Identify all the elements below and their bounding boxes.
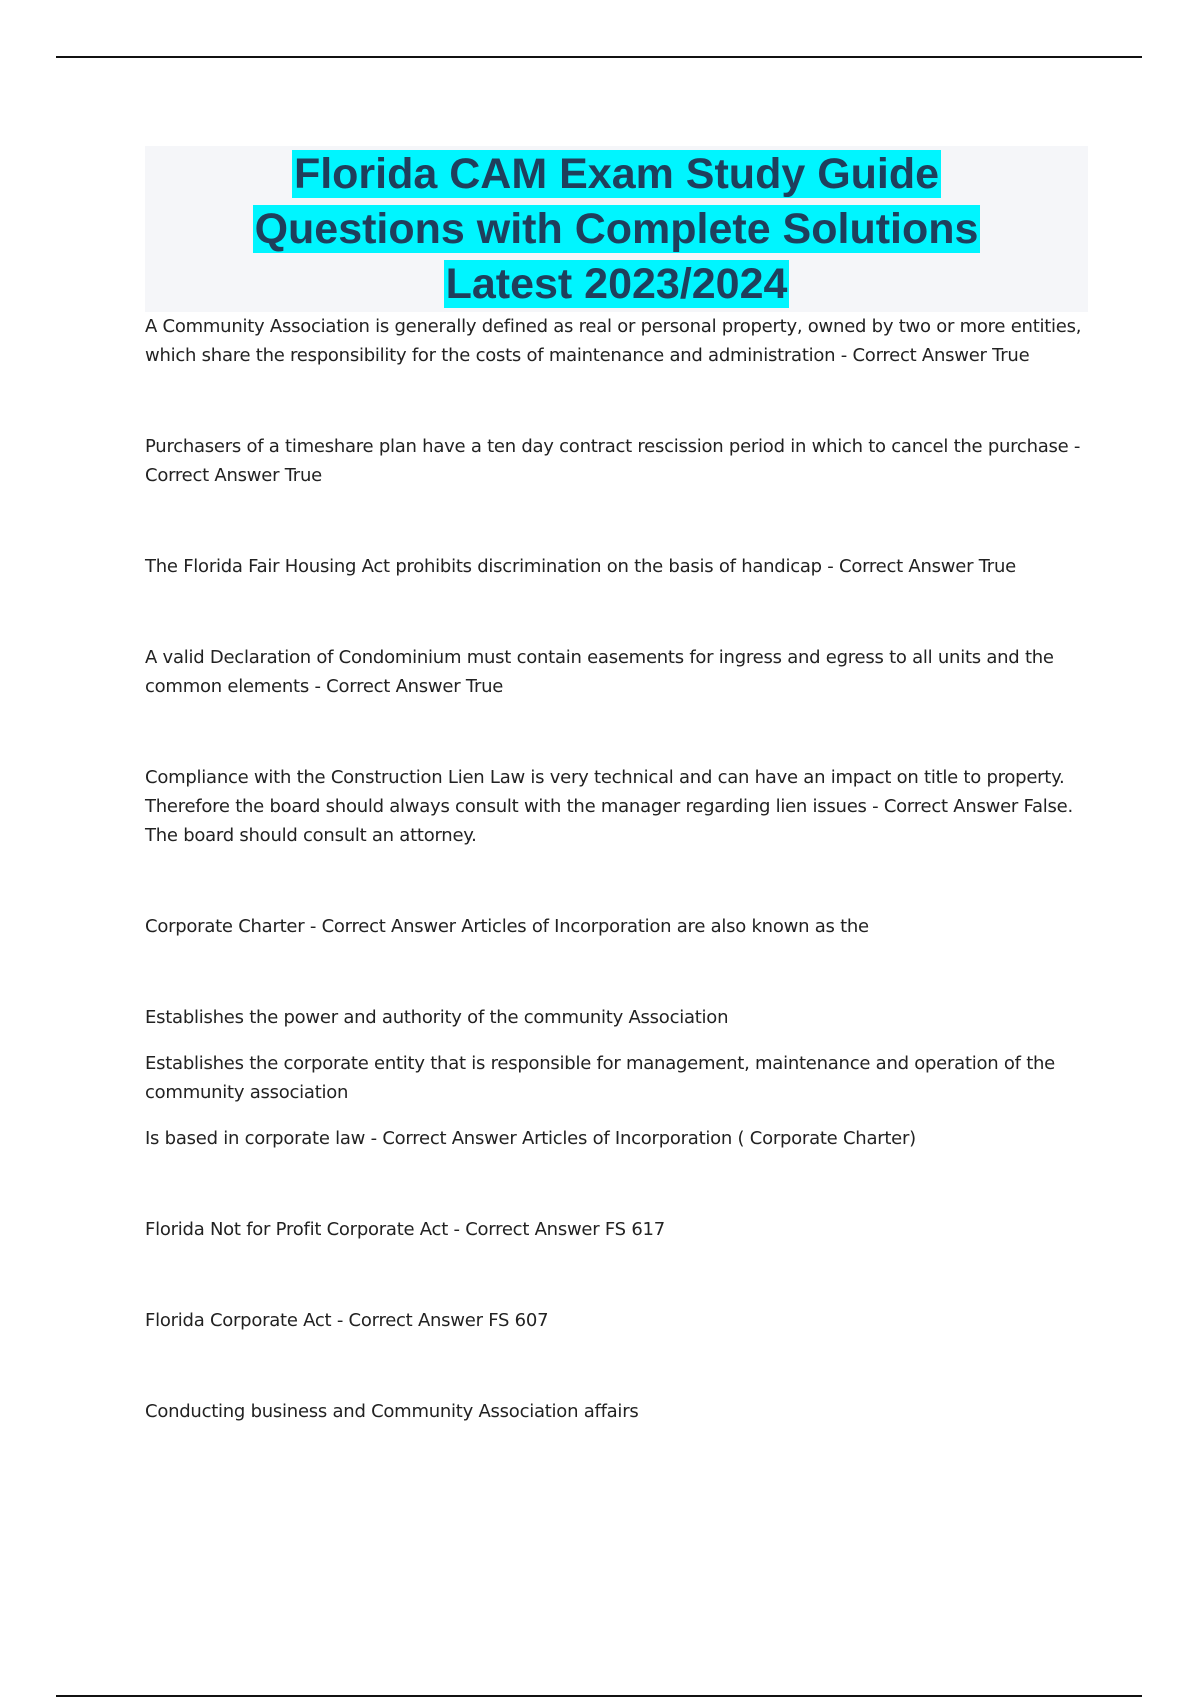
qa-entry-5: Compliance with the Construction Lien Law is very technical and can have an impact on title to property. Therefore the board should always consult with the manager regarding lien issues - Correct Answer False. The board should consult an attorney. — [145, 767, 1073, 846]
qa-entry-10: Florida Not for Profit Corporate Act - Correct Answer FS 617 — [145, 1219, 665, 1240]
title-line-1: Florida CAM Exam Study Guide — [293, 150, 940, 198]
qa-entry-12: Conducting business and Community Association affairs — [145, 1401, 639, 1422]
qa-entry-8: Establishes the corporate entity that is responsible for management, maintenance and operation of the community association — [145, 1053, 1056, 1103]
qa-entry-9: Is based in corporate law - Correct Answer Articles of Incorporation ( Corporate Charter) — [145, 1128, 916, 1149]
bottom-divider — [56, 1695, 1142, 1697]
top-divider — [56, 56, 1142, 58]
qa-entry-11: Florida Corporate Act - Correct Answer FS 607 — [145, 1310, 549, 1331]
title-line-2: Questions with Complete Solutions — [254, 205, 979, 253]
title-line-3: Latest 2023/2024 — [445, 260, 788, 308]
qa-entry-1: A Community Association is generally defined as real or personal property, owned by two or more entities, which share the responsibility for the costs of maintenance and administration - Correct Answer True — [145, 316, 1082, 366]
qa-list — [145, 312, 1095, 1426]
qa-entry-4: A valid Declaration of Condominium must contain easements for ingress and egress to all units and the common elements - Correct Answer True — [145, 647, 1054, 697]
qa-entry-7: Establishes the power and authority of the community Association — [145, 1007, 729, 1028]
qa-entry-2: Purchasers of a timeshare plan have a ten day contract rescission period in which to cancel the purchase - Correct Answer True — [145, 436, 1081, 486]
qa-entry-3: The Florida Fair Housing Act prohibits discrimination on the basis of handicap - Correct Answer True — [145, 556, 1016, 577]
document-title — [145, 147, 1088, 312]
qa-entry-6: Corporate Charter - Correct Answer Articles of Incorporation are also known as the — [145, 916, 869, 937]
